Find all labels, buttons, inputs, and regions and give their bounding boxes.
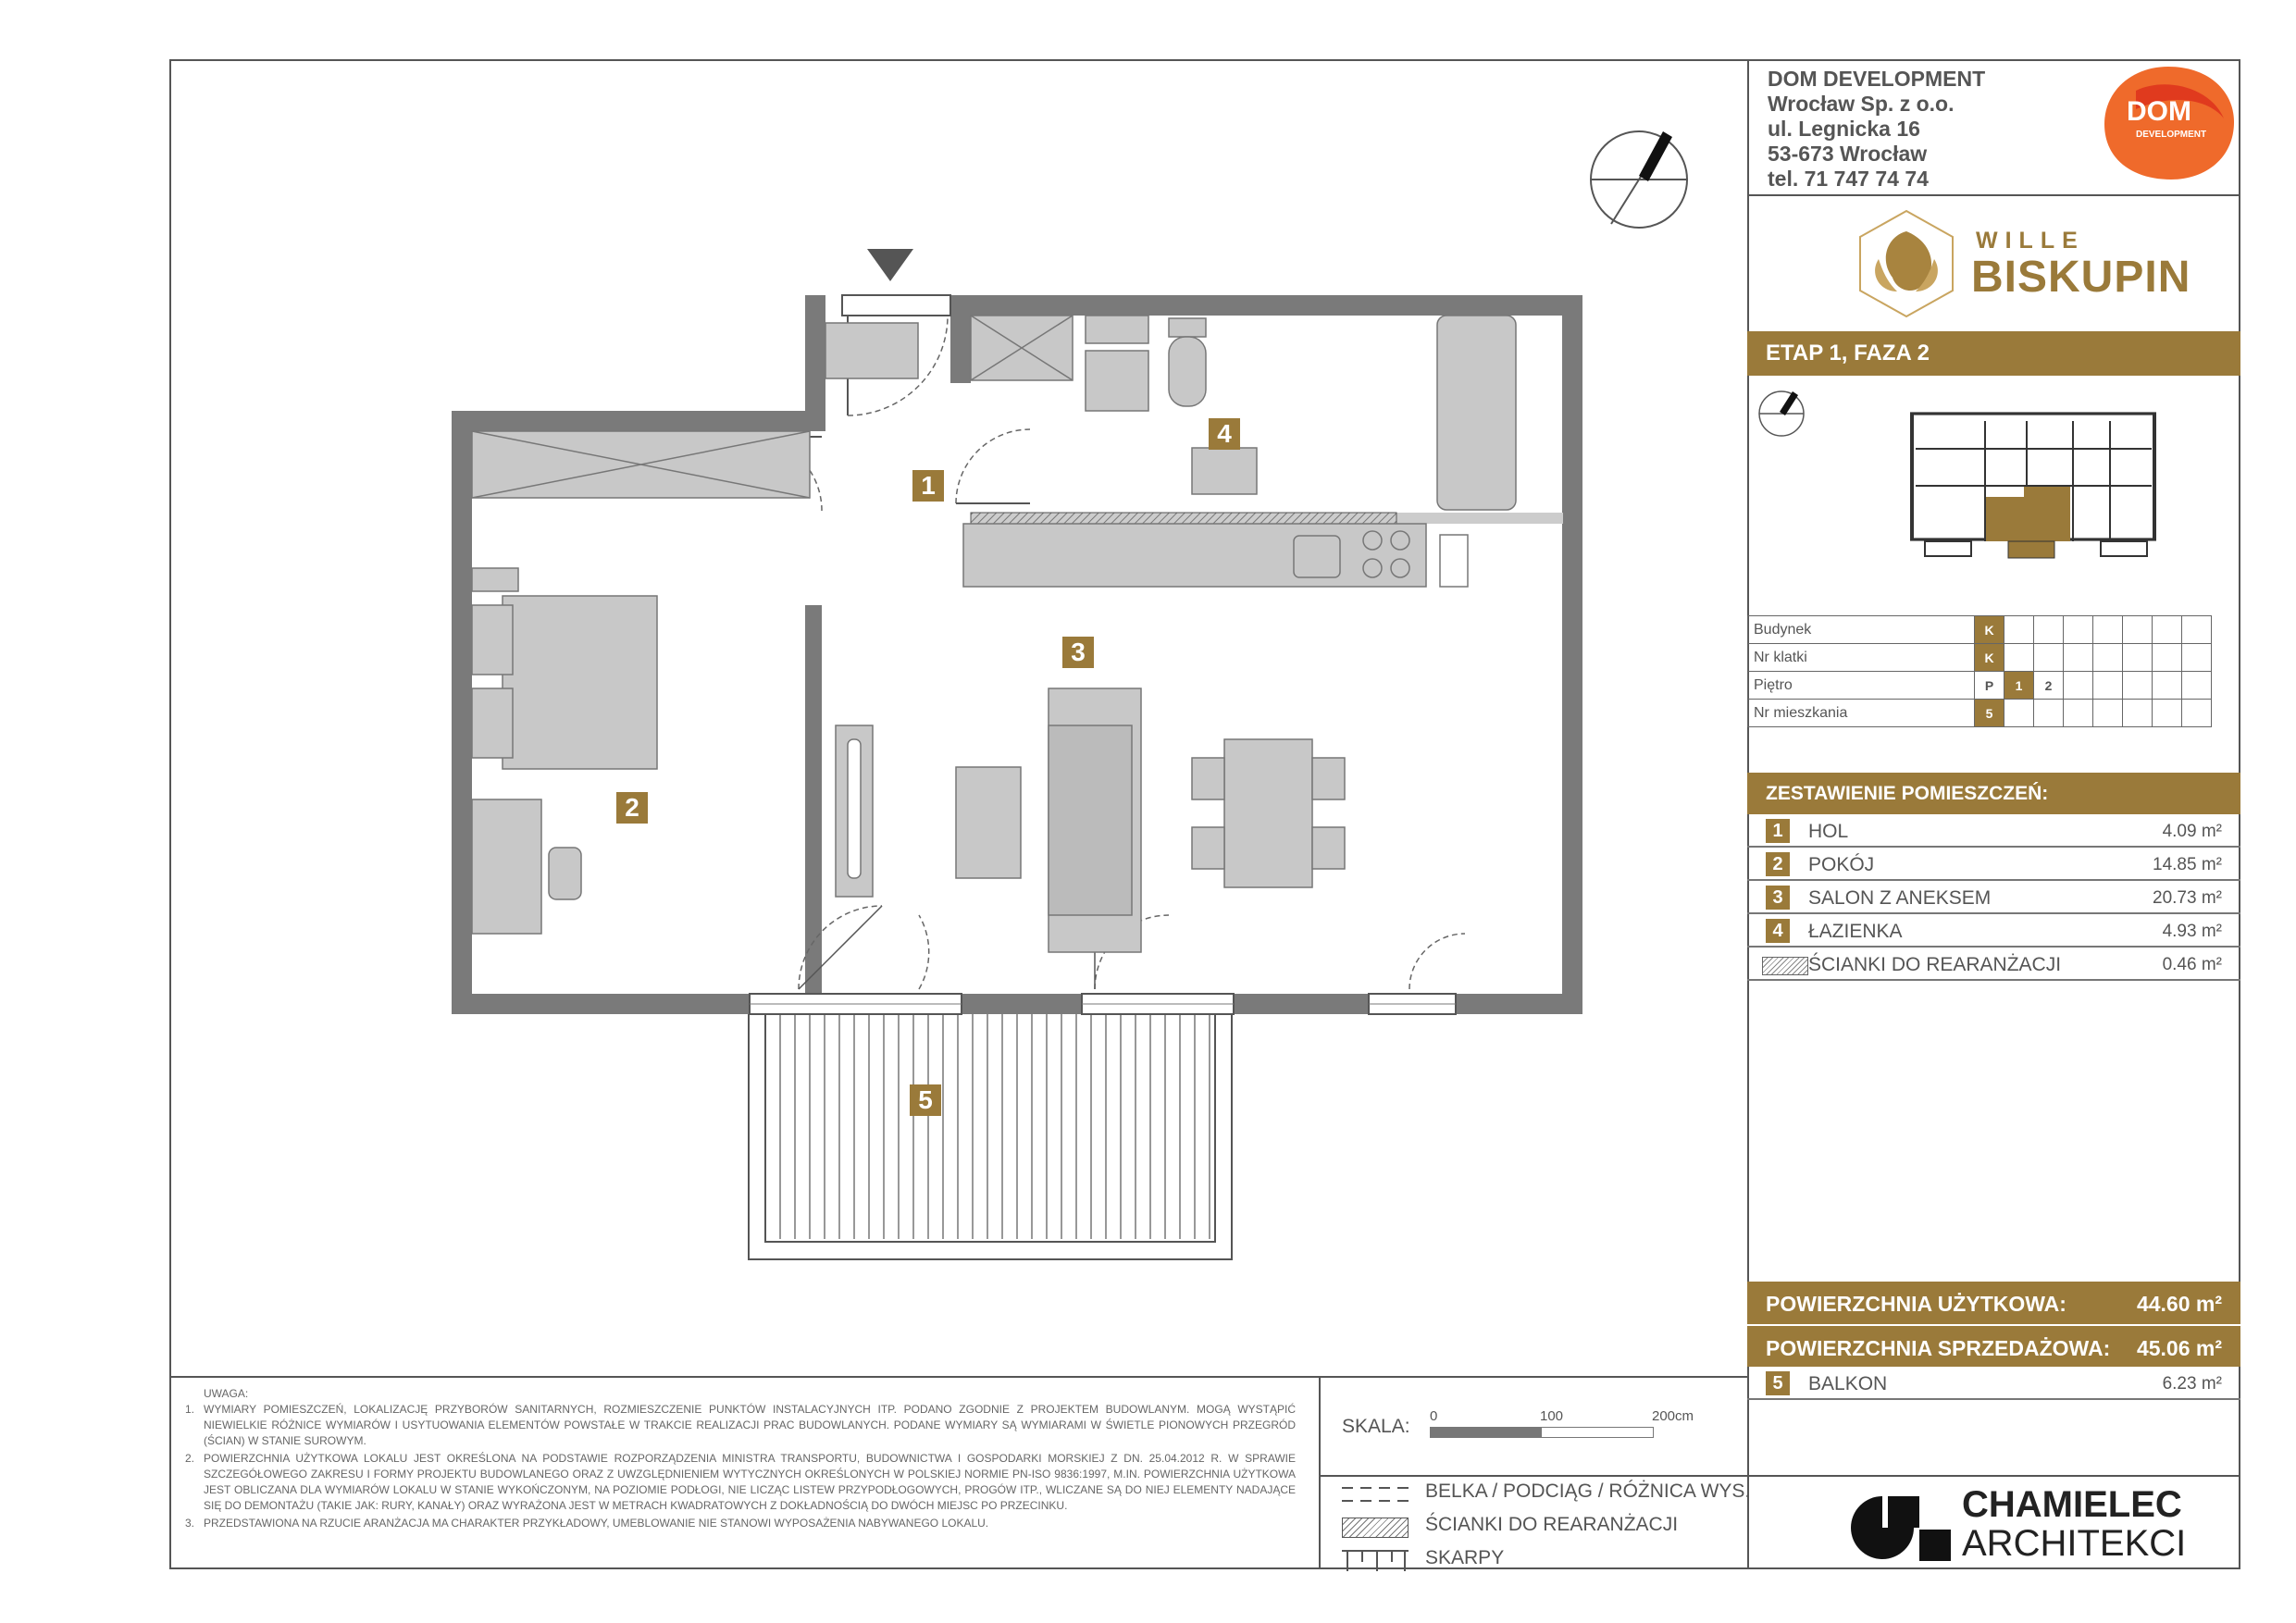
room-row-name: ŁAZIENKA (1808, 921, 1903, 942)
project-wille-text: WILLE (1976, 228, 2085, 254)
room-number-1: 1 (912, 470, 944, 502)
room-row (1747, 881, 2240, 914)
sale-area-bar (1747, 1324, 2240, 1367)
project-name: BISKUPIN (1971, 253, 2191, 302)
room-row-number: 1 (1766, 819, 1790, 843)
note-number: 1. (185, 1403, 195, 1416)
balcony-row (1747, 1367, 2240, 1400)
north-arrow-icon (1591, 131, 1687, 228)
room-number-2: 2 (616, 792, 648, 824)
notes-title: UWAGA: (204, 1387, 249, 1400)
company-city: 53-673 Wrocław (1768, 142, 1928, 166)
rooms-header: ZESTAWIENIE POMIESZCZEŃ: (1747, 773, 2240, 814)
room-number-3: 3 (1062, 637, 1094, 668)
partitions-row (1747, 948, 2240, 981)
legend-text: BELKA / PODCIĄG / RÓŻNICA WYS. (1425, 1481, 1751, 1502)
room-row (1747, 848, 2240, 881)
legend-text: SKARPY (1425, 1547, 1505, 1568)
room-number-5: 5 (910, 1084, 941, 1116)
scale-tick-200: 200cm (1652, 1408, 1694, 1424)
room-row (1747, 814, 2240, 848)
slope-icon (1342, 1549, 1409, 1573)
pietro-value-2: 2 (2034, 672, 2064, 700)
room-number-4: 4 (1209, 418, 1240, 450)
key-plan (1758, 384, 2175, 569)
room-row-name: SALON Z ANEKSEM (1808, 887, 1992, 909)
note-item (185, 1516, 1296, 1531)
partitions-name: ŚCIANKI DO REARANŻACJI (1808, 954, 2062, 975)
company-address (1768, 67, 1985, 192)
pietro-value-1: 1 (2004, 672, 2034, 700)
architect-name (1962, 1485, 2186, 1563)
note-text: WYMIARY POMIESZCZEŃ, LOKALIZACJĘ PRZYBORÓW SANITARNYCH, ROZMIESZCZENIE PUNKTÓW INSTALACYJNYCH ITP. PODANO ZGODNIE Z PROJEKTEM BUDOWLANYM. MOGĄ WYSTĄPIĆ NIEWIELKIE RÓŻNICE WYMIARÓW I USYTUOWANIA ELEMENTÓW POWSTAŁE W TRAKCIE REALIZACJI PRAC BUDOWLANYCH. PODANE WYMIARY SĄ WYMIARAMI W ŚWIETLE PIONOWYCH PRZEGRÓD (ŚCIAN) W STANIE SUROWYM. (204, 1403, 1296, 1447)
sale-area-value: 45.06 m² (2136, 1336, 2222, 1360)
mieszkanie-label: Nr mieszkania (1748, 700, 1975, 727)
architect-line1: CHAMIELEC (1962, 1484, 2182, 1525)
chamielec-logo-icon (1851, 1494, 1953, 1561)
balcony (749, 1008, 1232, 1259)
room-row-area: 4.09 m² (2162, 822, 2222, 841)
budynek-label: Budynek (1748, 616, 1975, 644)
scale-tick-100: 100 (1540, 1408, 1564, 1424)
notes (185, 1386, 1296, 1533)
room-row-name: HOL (1808, 821, 1849, 842)
company-entity: Wrocław Sp. z o.o. (1768, 92, 1955, 116)
sale-area-label: POWIERZCHNIA SPRZEDAŻOWA: (1766, 1336, 2111, 1360)
note-number: 2. (185, 1452, 195, 1465)
hatch-icon (1342, 1518, 1409, 1538)
room-row (1747, 914, 2240, 948)
partitions-area: 0.46 m² (2162, 955, 2222, 974)
scale-label: SKALA: (1342, 1416, 1410, 1437)
pietro-label: Piętro (1748, 672, 1975, 700)
entrance-arrow-icon (867, 249, 913, 281)
legend-text: ŚCIANKI DO REARANŻACJI (1425, 1514, 1679, 1535)
architect-line2: ARCHITEKCI (1962, 1523, 2187, 1564)
balcony-area: 6.23 m² (2162, 1374, 2222, 1394)
room-row-number: 4 (1766, 919, 1790, 943)
room-row-area: 14.85 m² (2153, 855, 2222, 874)
usable-area-value: 44.60 m² (2136, 1292, 2222, 1316)
company-street: ul. Legnicka 16 (1768, 117, 1920, 141)
room-row-name: POKÓJ (1808, 854, 1875, 875)
klatka-label: Nr klatki (1748, 644, 1975, 672)
mieszkanie-value: 5 (1975, 700, 2004, 727)
scale-bar-filled (1430, 1427, 1541, 1438)
scale-tick-0: 0 (1430, 1408, 1438, 1424)
stage-header: ETAP 1, FAZA 2 (1747, 331, 2240, 376)
hatch-icon (1762, 957, 1808, 975)
scale-bar-empty (1541, 1427, 1654, 1438)
room-list (1747, 814, 2240, 981)
usable-area-label: POWIERZCHNIA UŻYTKOWA: (1766, 1292, 2066, 1316)
dom-development-logo (2099, 63, 2238, 183)
balcony-name: BALKON (1808, 1373, 1888, 1394)
note-text: PRZEDSTAWIONA NA RZUCIE ARANŻACJA MA CHARAKTER PRZYKŁADOWY, UMEBLOWANIE NIE STANOWI WYPOSAŻENIA NABYWANEGO LOKALU. (204, 1517, 989, 1530)
pietro-value-p: P (1975, 672, 2004, 700)
usable-area-bar (1747, 1282, 2240, 1324)
logo-text-dom: DOM (2127, 96, 2191, 127)
unit-info-table (1747, 615, 2212, 727)
room-row-area: 20.73 m² (2153, 888, 2222, 908)
company-name: DOM DEVELOPMENT (1768, 67, 1986, 91)
company-phone: tel. 71 747 74 74 (1768, 167, 1929, 191)
note-item (185, 1451, 1296, 1514)
room-row-number: 2 (1766, 852, 1790, 876)
note-number: 3. (185, 1517, 195, 1530)
room-row-area: 4.93 m² (2162, 922, 2222, 941)
floor-plan (169, 59, 1747, 1392)
dashed-line-icon (1342, 1484, 1409, 1506)
note-text: POWIERZCHNIA UŻYTKOWA LOKALU JEST OKREŚLONA NA PODSTAWIE ROZPORZĄDZENIA MINISTRA TRANSPORTU, BUDOWNICTWA I GOSPODARKI MORSKIEJ Z DN. 25.04.2012 R. W SPRAWIE SZCZEGÓŁOWEGO ZAKRESU I FORMY PROJEKTU BUDOWLANEGO ORAZ Z UWZGLĘDNIENIEM WYTYCZNYCH OKREŚLONYCH W POLSKIEJ NORMIE PN-ISO 9836:1997, M.IN. POWIERZCHNIA UŻYTKOWA JEST OBLICZANA DLA WYMIARÓW LOKALU W STANIE WYKOŃCZONYM, NA POZIOMIE PODŁOGI, NIE LICZĄC LISTEW PRZYPODŁOGOWYCH, PROGÓW ITP., WLICZANE SĄ DO NIEJ ELEMENTY NADAJĄCE SIĘ DO DEMONTAŻU (TAKIE JAK: RURY, KANAŁY) ORAZ WYRAŻONA JEST W METRACH KWADRATOWYCH Z DOKŁADNOŚCIĄ DO DWÓCH MIEJSC PO PRZECINKU. (204, 1452, 1296, 1512)
budynek-value: K (1975, 616, 2004, 644)
logo-text-development: DEVELOPMENT (2136, 130, 2207, 140)
klatka-value: K (1975, 644, 2004, 672)
balcony-number: 5 (1766, 1371, 1790, 1395)
room-row-number: 3 (1766, 886, 1790, 910)
note-item (185, 1402, 1296, 1449)
oak-leaf-logo-icon (1851, 204, 1962, 324)
